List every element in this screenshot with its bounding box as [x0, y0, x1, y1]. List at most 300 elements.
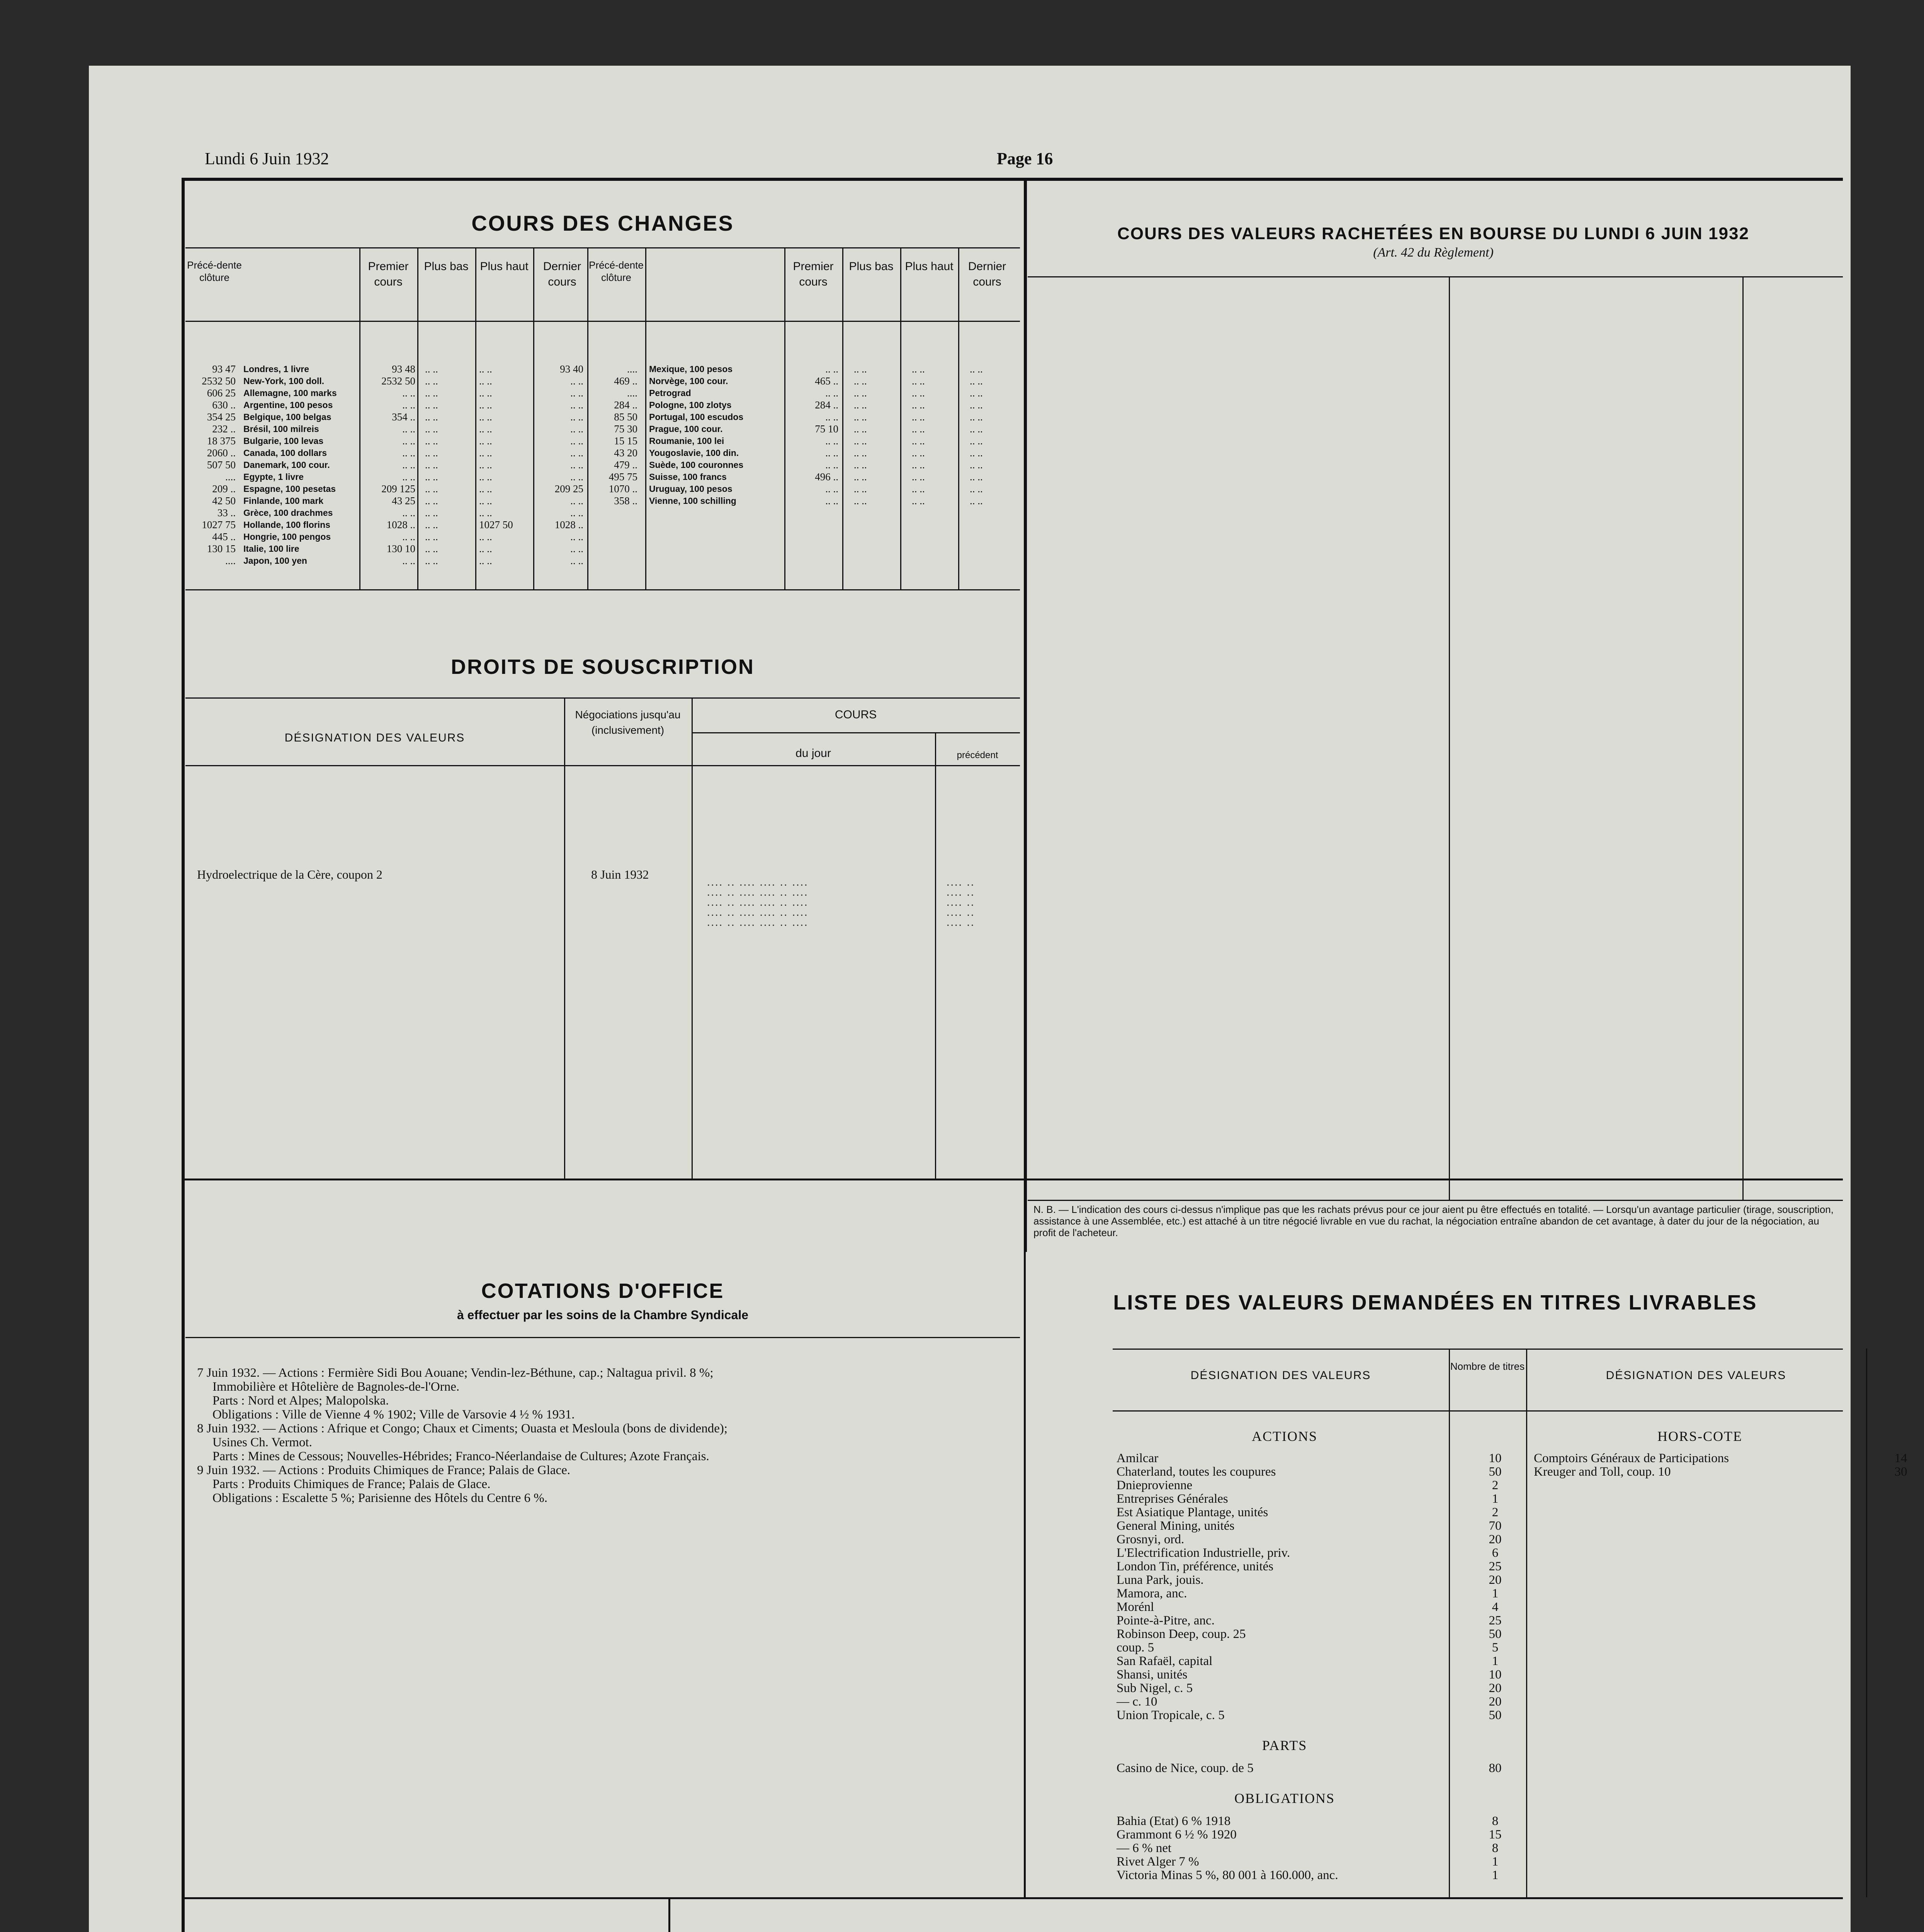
changes-currency: Brésil, 100 milreis	[243, 424, 319, 434]
changes-dernier: .. ..	[570, 387, 583, 399]
changes-row	[587, 483, 1020, 495]
changes-premier: 354 ..	[392, 411, 415, 423]
changes-haut: .. ..	[479, 423, 492, 435]
item-count: 1	[1492, 1868, 1499, 1882]
changes-currency: Roumanie, 100 lei	[649, 436, 724, 446]
changes-currency: Mexique, 100 pesos	[649, 364, 733, 374]
changes-currency: Hollande, 100 florins	[243, 520, 330, 530]
souscription-dots-prev: .... .. .... .. .... .. .... .. .... ..	[947, 876, 975, 929]
cotations-lines	[197, 1366, 1016, 1505]
changes-premier: 496 ..	[815, 471, 838, 483]
changes-dernier: .. ..	[970, 483, 983, 495]
changes-dernier: .. ..	[970, 459, 983, 471]
changes-haut: .. ..	[912, 399, 925, 411]
cotations-title: COTATIONS D'OFFICE	[481, 1279, 724, 1303]
changes-haut: .. ..	[479, 483, 492, 495]
list-item	[1117, 1600, 1522, 1614]
changes-bas: .. ..	[425, 471, 438, 483]
changes-bas: .. ..	[425, 555, 438, 566]
changes-premier: 465 ..	[815, 375, 838, 387]
changes-dernier: .. ..	[970, 375, 983, 387]
changes-prev: 606 25	[207, 387, 236, 399]
changes-haut: .. ..	[479, 471, 492, 483]
souscription-col-du-jour: du jour	[795, 747, 831, 760]
item-count: 10	[1489, 1668, 1502, 1682]
changes-dernier: .. ..	[970, 447, 983, 459]
changes-dernier: .. ..	[570, 423, 583, 435]
changes-bottom-rule	[185, 589, 1020, 590]
changes-haut: .. ..	[912, 423, 925, 435]
changes-prev: 630 ..	[212, 399, 236, 411]
list-item	[1534, 1451, 1924, 1465]
list-item	[1534, 1465, 1924, 1478]
changes-bas: .. ..	[854, 483, 867, 495]
changes-premier: .. ..	[825, 495, 838, 507]
item-name: General Mining, unités	[1117, 1519, 1235, 1533]
changes-currency: Petrograd	[649, 388, 691, 398]
souscription-col-precedent: précédent	[957, 750, 998, 760]
item-count: 20	[1489, 1532, 1502, 1546]
changes-dernier: .. ..	[970, 411, 983, 423]
changes-dernier: .. ..	[570, 399, 583, 411]
changes-haut: .. ..	[912, 387, 925, 399]
changes-dernier: .. ..	[570, 543, 583, 554]
changes-haut: .. ..	[479, 507, 492, 519]
rachats-subtitle: (Art. 42 du Règlement)	[1373, 245, 1494, 260]
changes-row	[587, 375, 1020, 387]
changes-bas: .. ..	[425, 531, 438, 543]
item-name: Shansi, unités	[1117, 1668, 1188, 1682]
changes-row	[185, 531, 587, 543]
changes-row	[185, 459, 587, 471]
item-count: 80	[1489, 1761, 1502, 1775]
list-item	[1117, 1505, 1522, 1519]
changes-currency: Londres, 1 livre	[243, 364, 309, 374]
livrables-rule	[1113, 1349, 1843, 1350]
changes-prev: 354 25	[207, 411, 236, 423]
cotations-rule	[185, 1337, 1020, 1338]
changes-currency: Allemagne, 100 marks	[243, 388, 337, 398]
list-item	[1117, 1708, 1522, 1722]
changes-row	[185, 375, 587, 387]
item-name: Bahia (Etat) 6 % 1918	[1117, 1814, 1231, 1828]
changes-prev: 2060 ..	[207, 447, 236, 459]
changes-haut: .. ..	[479, 459, 492, 471]
changes-haut: .. ..	[912, 363, 925, 375]
item-count: 1	[1492, 1587, 1499, 1600]
list-item	[1117, 1855, 1522, 1868]
changes-haut: .. ..	[479, 399, 492, 411]
changes-right-table	[587, 363, 1020, 507]
souscription-col-designation: DÉSIGNATION DES VALEURS	[284, 731, 465, 744]
livrables-right-list	[1534, 1426, 1924, 1478]
changes-row	[185, 483, 587, 495]
changes-row	[185, 435, 587, 447]
changes-bas: .. ..	[425, 375, 438, 387]
changes-bas: .. ..	[854, 411, 867, 423]
changes-prev: 445 ..	[212, 531, 236, 543]
item-count: 8	[1492, 1841, 1499, 1855]
changes-currency: Portugal, 100 escudos	[649, 412, 744, 422]
rachats-title: COURS DES VALEURS RACHETÉES EN BOURSE DU LUNDI 6 JUIN 1932	[1117, 224, 1749, 243]
changes-premier: .. ..	[825, 447, 838, 459]
cotations-line: Parts : Nord et Alpes; Malopolska.	[212, 1394, 389, 1408]
item-name: San Rafaël, capital	[1117, 1654, 1213, 1668]
changes-dernier: .. ..	[570, 531, 583, 543]
changes-row	[587, 435, 1020, 447]
changes-currency: Grèce, 100 drachmes	[243, 508, 333, 518]
list-item	[1117, 1532, 1522, 1546]
cotations-center-rule	[1024, 1179, 1026, 1897]
changes-row	[185, 387, 587, 399]
item-name: Sub Nigel, c. 5	[1117, 1681, 1193, 1695]
item-name: — c. 10	[1117, 1695, 1157, 1709]
souscription-col-negociations: Négociations jusqu'au (inclusivement)	[575, 709, 681, 736]
list-item	[1117, 1465, 1522, 1478]
changes-prev: ....	[225, 471, 236, 483]
changes-currency: Finlande, 100 mark	[243, 496, 324, 506]
changes-prev: 85 50	[614, 411, 637, 423]
changes-currency: Pologne, 100 zlotys	[649, 400, 732, 410]
list-item	[1117, 1492, 1522, 1505]
cotations-line: 9 Juin 1932. — Actions : Produits Chimiques de France; Palais de Glace.	[197, 1463, 571, 1477]
item-name: Morénl	[1117, 1600, 1154, 1614]
changes-bas: .. ..	[854, 447, 867, 459]
changes-premier: .. ..	[402, 471, 415, 483]
souscription-dots: .... .. .... .... .. .... .... .. .... .... .. .... .... .. .... .... .. .... .... .. .... .... .. .... .... .. .... .... .. ....	[707, 876, 809, 929]
changes-haut: .. ..	[479, 435, 492, 447]
list-item	[1117, 1841, 1522, 1855]
item-name: Luna Park, jouis.	[1117, 1573, 1204, 1587]
souscription-rule	[185, 765, 1020, 766]
item-name: Union Tropicale, c. 5	[1117, 1708, 1225, 1722]
list-item	[1117, 1627, 1522, 1641]
changes-dernier: .. ..	[570, 375, 583, 387]
list-item	[1117, 1814, 1522, 1828]
changes-currency: Espagne, 100 pesetas	[243, 484, 336, 494]
item-count: 2	[1492, 1478, 1499, 1492]
changes-premier: .. ..	[402, 555, 415, 566]
left-rule	[182, 178, 185, 1932]
list-item	[1117, 1560, 1522, 1573]
newspaper-page	[89, 66, 1907, 1932]
changes-haut: .. ..	[912, 471, 925, 483]
changes-currency: Bulgarie, 100 levas	[243, 436, 324, 446]
changes-row	[185, 411, 587, 423]
item-count: 14	[1894, 1451, 1907, 1465]
changes-currency: Danemark, 100 cour.	[243, 460, 330, 470]
changes-haut: .. ..	[479, 387, 492, 399]
changes-row	[185, 363, 587, 375]
item-name: Chaterland, toutes les coupures	[1117, 1465, 1276, 1479]
changes-haut: .. ..	[479, 363, 492, 375]
changes-prev: 130 15	[207, 543, 236, 554]
changes-dernier: .. ..	[570, 447, 583, 459]
changes-row	[185, 555, 587, 567]
livrables-hors-cote-heading: HORS-COTE	[1657, 1429, 1742, 1444]
changes-bas: .. ..	[425, 399, 438, 411]
cotations-line: Obligations : Ville de Vienne 4 % 1902; Ville de Varsovie 4 ½ % 1931.	[212, 1408, 575, 1422]
item-name: Est Asiatique Plantage, unités	[1117, 1505, 1268, 1519]
item-name: Kreuger and Toll, coup. 10	[1534, 1465, 1671, 1479]
cotations-line: Immobilière et Hôtelière de Bagnoles-de-l'Orne.	[212, 1380, 460, 1394]
changes-dernier: 93 40	[560, 363, 583, 375]
livrables-col-designation-2: DÉSIGNATION DES VALEURS	[1606, 1369, 1786, 1382]
item-name: Rivet Alger 7 %	[1117, 1855, 1199, 1869]
changes-prev: 75 30	[614, 423, 637, 435]
changes-bas: .. ..	[854, 387, 867, 399]
changes-currency: Norvège, 100 cour.	[649, 376, 728, 386]
item-name: Robinson Deep, coup. 25	[1117, 1627, 1246, 1641]
changes-left-table	[185, 363, 587, 567]
rachats-note: N. B. — L'indication des cours ci-dessus n'implique pas que les rachats prévus pour ce jour aient pu être effectués en totalité. — Lorsqu'un avantage particulier (tirage, souscription, assistance à une Assemblée, etc.) est attaché à un titre négocié livrable en vue du rachat, la négociation entraîne abandon de cet avantage, à dater du jour de la négociation, au profit de l'acheteur.	[1033, 1204, 1834, 1238]
item-count: 4	[1492, 1600, 1499, 1614]
item-count: 6	[1492, 1546, 1499, 1560]
item-name: — 6 % net	[1117, 1841, 1172, 1855]
changes-premier: 2532 50	[381, 375, 415, 387]
changes-haut: .. ..	[912, 483, 925, 495]
changes-row	[587, 411, 1020, 423]
item-name: Amilcar	[1117, 1451, 1159, 1465]
changes-subheader-rule	[185, 321, 1020, 322]
livrables-title: LISTE DES VALEURS DEMANDÉES EN TITRES LIVRABLES	[1113, 1291, 1757, 1314]
list-item	[1117, 1451, 1522, 1465]
list-item	[1117, 1681, 1522, 1695]
item-count: 1	[1492, 1654, 1499, 1668]
item-count: 15	[1489, 1828, 1502, 1842]
changes-premier: 1028 ..	[386, 519, 415, 531]
changes-row	[185, 519, 587, 531]
cotations-line: 8 Juin 1932. — Actions : Afrique et Congo; Chaux et Ciments; Ouasta et Mesloula (bons de dividende);	[197, 1422, 727, 1435]
changes-premier: 284 ..	[815, 399, 838, 411]
changes-bas: .. ..	[425, 543, 438, 554]
changes-prev: 469 ..	[614, 375, 637, 387]
changes-currency: Hongrie, 100 pengos	[243, 532, 331, 542]
cotations-line: Usines Ch. Vermot.	[212, 1435, 312, 1449]
cotations-line: Parts : Produits Chimiques de France; Palais de Glace.	[212, 1477, 491, 1491]
item-name: Grammont 6 ½ % 1920	[1117, 1828, 1237, 1842]
livrables-col-designation: DÉSIGNATION DES VALEURS	[1190, 1369, 1371, 1382]
mid-rule-2	[182, 1897, 1843, 1899]
changes-bas: .. ..	[425, 447, 438, 459]
changes-dernier: .. ..	[970, 423, 983, 435]
item-count: 2	[1492, 1505, 1499, 1519]
list-item	[1117, 1868, 1522, 1882]
changes-bas: .. ..	[425, 411, 438, 423]
changes-prev: 232 ..	[212, 423, 236, 435]
list-item	[1117, 1478, 1522, 1492]
changes-col-plus-haut-2: Plus haut	[905, 260, 954, 273]
changes-premier: .. ..	[402, 459, 415, 471]
list-item	[1117, 1546, 1522, 1560]
changes-row	[185, 471, 587, 483]
changes-prev: 42 50	[212, 495, 236, 507]
item-count: 10	[1489, 1451, 1502, 1465]
changes-prev: ....	[627, 387, 637, 399]
item-count: 8	[1492, 1814, 1499, 1828]
changes-dernier: .. ..	[970, 387, 983, 399]
changes-header-rule	[185, 247, 1020, 248]
changes-bas: .. ..	[425, 423, 438, 435]
changes-prev: ....	[225, 555, 236, 566]
changes-row	[587, 399, 1020, 411]
souscription-vline	[692, 697, 693, 1179]
list-item	[1117, 1573, 1522, 1587]
item-name: Entreprises Générales	[1117, 1492, 1228, 1506]
changes-bas: .. ..	[425, 459, 438, 471]
changes-dernier: .. ..	[570, 555, 583, 566]
changes-dernier: .. ..	[570, 435, 583, 447]
rachats-note-rule	[1028, 1200, 1843, 1201]
item-name: Dnieprovienne	[1117, 1478, 1193, 1492]
changes-prev: 209 ..	[212, 483, 236, 495]
livrables-actions-heading: ACTIONS	[1251, 1429, 1317, 1444]
changes-dernier: .. ..	[570, 459, 583, 471]
list-item	[1117, 1668, 1522, 1681]
changes-prev: 18 375	[207, 435, 236, 447]
list-item	[1117, 1761, 1522, 1775]
item-name: Comptoirs Généraux de Participations	[1534, 1451, 1729, 1465]
changes-bas: .. ..	[425, 363, 438, 375]
changes-bas: .. ..	[854, 471, 867, 483]
changes-dernier: 1028 ..	[554, 519, 583, 531]
changes-bas: .. ..	[854, 423, 867, 435]
changes-bas: .. ..	[425, 483, 438, 495]
changes-premier: .. ..	[402, 507, 415, 519]
souscription-rule	[692, 732, 1020, 733]
list-item	[1117, 1587, 1522, 1600]
changes-bas: .. ..	[854, 459, 867, 471]
changes-prev: 1070 ..	[608, 483, 637, 495]
item-count: 50	[1489, 1708, 1502, 1722]
changes-prev: 2532 50	[202, 375, 236, 387]
changes-col-premier-2: Premier cours	[793, 260, 834, 288]
page-date: Lundi 6 Juin 1932	[205, 149, 329, 168]
changes-premier: 130 10	[386, 543, 415, 554]
souscription-row-name: Hydroelectrique de la Cère, coupon 2	[197, 867, 382, 881]
changes-dernier: .. ..	[970, 363, 983, 375]
changes-bas: .. ..	[854, 495, 867, 507]
page-number: Page 16	[997, 149, 1053, 168]
changes-currency: Uruguay, 100 pesos	[649, 484, 733, 494]
changes-haut: .. ..	[912, 435, 925, 447]
cotations-line: Obligations : Escalette 5 %; Parisienne des Hôtels du Centre 6 %.	[212, 1491, 547, 1505]
changes-bas: .. ..	[854, 399, 867, 411]
item-name: L'Electrification Industrielle, priv.	[1117, 1546, 1290, 1560]
changes-row	[185, 507, 587, 519]
changes-premier: 209 125	[381, 483, 415, 495]
livrables-col-nombre: Nombre de titres	[1450, 1361, 1525, 1372]
item-count: 1	[1492, 1855, 1499, 1869]
changes-premier: .. ..	[825, 387, 838, 399]
souscription-row-date: 8 Juin 1932	[591, 867, 649, 881]
list-item	[1117, 1641, 1522, 1654]
changes-prev: 507 50	[207, 459, 236, 471]
changes-bas: .. ..	[425, 387, 438, 399]
rachats-vline	[1449, 276, 1450, 1200]
changes-bas: .. ..	[854, 363, 867, 375]
changes-bas: .. ..	[854, 435, 867, 447]
item-count: 50	[1489, 1465, 1502, 1479]
changes-currency: Belgique, 100 belgas	[243, 412, 331, 422]
changes-col-premier: Premier cours	[368, 260, 409, 288]
changes-haut: .. ..	[479, 543, 492, 554]
changes-haut: .. ..	[912, 411, 925, 423]
item-count: 30	[1894, 1465, 1907, 1479]
changes-premier: 75 10	[815, 423, 838, 435]
changes-dernier: 209 25	[554, 483, 583, 495]
souscription-col-cours: COURS	[835, 708, 877, 721]
item-count: 50	[1489, 1627, 1502, 1641]
changes-bas: .. ..	[425, 435, 438, 447]
changes-haut: .. ..	[912, 375, 925, 387]
item-name: coup. 5	[1117, 1641, 1154, 1655]
changes-row	[185, 399, 587, 411]
changes-premier: .. ..	[402, 399, 415, 411]
rachats-header-rule	[1028, 276, 1843, 277]
changes-row	[587, 471, 1020, 483]
changes-row	[587, 459, 1020, 471]
livrables-parts-heading: PARTS	[1262, 1738, 1307, 1753]
changes-col-prev: Précé-dente clôture	[187, 259, 242, 283]
changes-dernier: .. ..	[970, 495, 983, 507]
changes-premier: 93 48	[392, 363, 415, 375]
changes-col-plus-haut: Plus haut	[480, 260, 529, 273]
changes-currency: Argentine, 100 pesos	[243, 400, 333, 410]
changes-haut: .. ..	[912, 459, 925, 471]
changes-currency: Vienne, 100 schilling	[649, 496, 736, 506]
livrables-vline	[1526, 1349, 1527, 1897]
changes-dernier: .. ..	[970, 399, 983, 411]
changes-prev: 495 75	[608, 471, 637, 483]
changes-haut: .. ..	[479, 411, 492, 423]
changes-col-dernier-2: Dernier cours	[968, 260, 1006, 288]
item-count: 20	[1489, 1573, 1502, 1587]
changes-col-dernier: Dernier cours	[543, 260, 581, 288]
top-center-rule	[1024, 178, 1027, 1252]
changes-premier: .. ..	[825, 483, 838, 495]
souscription-title: DROITS DE SOUSCRIPTION	[450, 655, 755, 679]
changes-haut: .. ..	[479, 495, 492, 507]
list-item	[1117, 1654, 1522, 1668]
changes-dernier: .. ..	[570, 495, 583, 507]
changes-currency: Suisse, 100 francs	[649, 472, 727, 482]
item-name: Victoria Minas 5 %, 80 001 à 160.000, anc.	[1117, 1868, 1338, 1882]
changes-row	[587, 495, 1020, 507]
cotations-line: 7 Juin 1932. — Actions : Fermière Sidi Bou Aouane; Vendin-lez-Béthune, cap.; Naltagua privil. 8 %;	[197, 1366, 714, 1380]
rachats-vline	[1742, 276, 1744, 1200]
changes-premier: 43 25	[392, 495, 415, 507]
changes-premier: .. ..	[825, 435, 838, 447]
changes-row	[587, 387, 1020, 399]
changes-row	[587, 447, 1020, 459]
changes-bas: .. ..	[425, 495, 438, 507]
item-count: 25	[1489, 1614, 1502, 1628]
changes-prev: 93 47	[212, 363, 236, 375]
changes-premier: .. ..	[402, 387, 415, 399]
changes-col-plus-bas-2: Plus bas	[849, 260, 894, 273]
changes-dernier: .. ..	[970, 471, 983, 483]
list-item	[1117, 1828, 1522, 1841]
item-count: 25	[1489, 1560, 1502, 1573]
item-count: 5	[1492, 1641, 1499, 1655]
changes-haut: .. ..	[912, 447, 925, 459]
changes-haut: .. ..	[479, 375, 492, 387]
changes-col-plus-bas: Plus bas	[424, 260, 469, 273]
changes-dernier: .. ..	[970, 435, 983, 447]
changes-currency: Prague, 100 cour.	[649, 424, 723, 434]
changes-bas: .. ..	[854, 375, 867, 387]
